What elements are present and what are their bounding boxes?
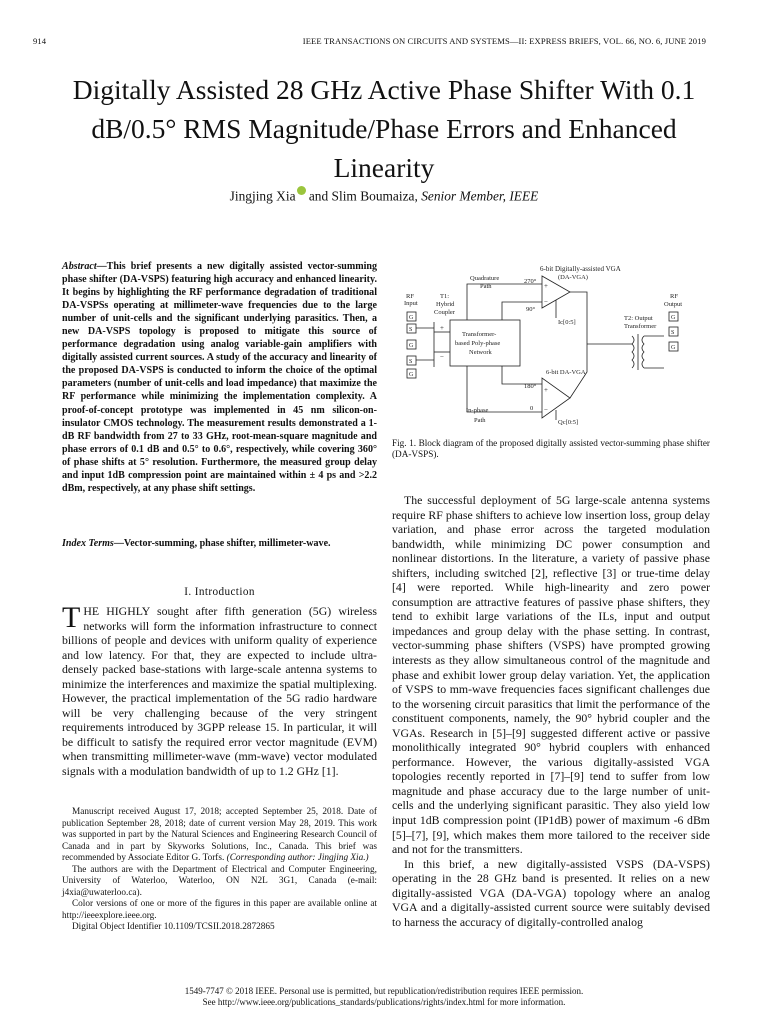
orcid-icon[interactable] [297, 186, 306, 195]
fig-pad-g3: G [409, 372, 414, 378]
fig-pad-s1: S [409, 327, 413, 333]
footnote-affiliation: The authors are with the Department of Electrical and Computer Engineering, University of Waterloo, Waterloo, ON N2L 3G1, Canada (e-mail: j4xia@uwaterloo.ca). [62, 864, 377, 898]
author-connector: and Slim Boumaiza, [305, 188, 422, 204]
fig-plus-2: + [544, 282, 548, 290]
fig-label-path2: Path [474, 417, 486, 424]
fig-plus-1: + [440, 324, 444, 332]
fig-minus-2: − [544, 298, 548, 306]
fig-label-t1a: T1: [440, 293, 450, 300]
fig-minus-3: − [544, 406, 548, 414]
fig-label-rf-out1: RF [670, 293, 678, 300]
section-heading: I. Introduction [184, 586, 255, 598]
page-number: 914 [33, 36, 47, 46]
right-column-text [392, 493, 710, 929]
fig-pad-s2: S [409, 359, 413, 365]
fig-label-0: 0 [530, 405, 534, 412]
intro-text: sought after fifth generation (5G) wireless networks will form the information infrastructure to connect billions of people and devices with uniform quality of experience and low latency. For that, they are expected to include ultra-densely packed base-stations with large-scale antenna systems to minimize the interferences and maximize the spatial multiplexing. However, the practical implementation of the 5G radio hardware will be very challenging because of the very stringent requirements introduced by 3GPP release 15. In particular, it will be difficult to satisfy the required error vector magnitude (EVM) when transmitting millimeter-wave (mm-wave) vector modulated signals with a modulation bandwidth of up to 1.2 GHz [1]. [62, 604, 377, 778]
journal-header: IEEE TRANSACTIONS ON CIRCUITS AND SYSTEMS—II: EXPRESS BRIEFS, VOL. 66, NO. 6, JUNE 2019 [302, 36, 706, 46]
fig-pad-s3: S [671, 330, 675, 336]
abstract-label: Abstract [62, 261, 97, 272]
author-line [40, 186, 728, 204]
fig-label-270: 270° [524, 278, 537, 285]
paper-title: Digitally Assisted 28 GHz Active Phase Shifter With 0.1 dB/0.5° RMS Magnitude/Phase Errors and Enhanced Linearity [72, 74, 696, 183]
fig-label-t2a: T2: Output [624, 315, 653, 322]
fig-label-qc: Qc[0:5] [558, 419, 579, 426]
author-1: Jingjing Xia [229, 188, 296, 204]
footnote [62, 807, 377, 934]
fig-label-t1c: Coupler [434, 309, 455, 316]
drop-cap: T [62, 601, 81, 634]
intro-caps: HE HIGHLY [83, 604, 150, 618]
fig-plus-3: + [544, 386, 548, 394]
fig-minus-1: − [440, 353, 444, 361]
fig-label-net1: Transformer- [462, 331, 497, 338]
fig-label-inphase: In-phase [466, 407, 489, 414]
fig-pad-g2: G [409, 343, 414, 349]
intro-paragraph [62, 601, 377, 778]
fig-label-rf-out2: Output [664, 301, 683, 308]
index-terms-label: Index Terms [62, 538, 114, 549]
fig-label-rf-in1: RF [406, 293, 414, 300]
footnote-doi: Digital Object Identifier 10.1109/TCSII.2018.2872865 [72, 922, 275, 932]
fig-label-90: 90° [526, 306, 536, 313]
fig-label-vga-bot: 6-bit DA-VGA [546, 369, 586, 376]
fig-label-quadrature: Quadrature [470, 275, 500, 282]
abstract-text: —This brief presents a new digitally assisted vector-summing phase shifter (DA-VSPS) featuring high accuracy and enhanced linearity. It begins by highlighting the RF performance degradation of traditional DA-VSPSs operating at millimeter-wave frequencies due to the large number of unit-cells and the significant underlying parasitics. Then, a new DA-VSPS topology is proposed to mitigate this source of performance degradation using analog variable-gain amplifiers with digitally assisted current sources. A study of the accuracy and linearity of the proposed DA-VSPS is conducted to inform the choice of the optimal parameters (number of unit-cells and load impedance) that maximize the RF performance while minimizing the implementation complexity. A proof-of-concept prototype was implemented in 45 nm silicon-on-insulator CMOS technology. The measurement results demonstrated a 1-dB RF bandwidth from 27 to 33 GHz, root-mean-square magnitude and phase errors of 0.1 dB and 0.5° to 0.6°, respectively, while covering 360° of phase shifts at 5° resolution. Furthermore, the measured group delay and input 1dB compression point are maintained within ± 4 ps and >2.2 dBm, respectively, at any phase shift settings. [62, 261, 377, 494]
copyright-notice [40, 986, 728, 1008]
fig-label-vga-top: 6-bit Digitally-assisted VGA [540, 265, 621, 273]
fig-label-180: 180° [524, 383, 537, 390]
abstract [62, 260, 377, 495]
fig-label-path: Path [480, 283, 492, 290]
body-paragraph-2: In this brief, a new digitally-assisted VSPS (DA-VSPS) operating in the 28 GHz band is presented. It relies on a new digitally-assisted VGA (DA-VGA) topology where an analog VGA and a digitally-assisted current source were suitably devised to harness the accuracy of digitally-controlled analog [392, 856, 710, 929]
block-diagram-figure [392, 262, 710, 430]
copyright-line-2: See http://www.ieee.org/publications_standards/publications/rights/index.html for more information. [202, 997, 566, 1007]
body-paragraph-1: The successful deployment of 5G large-scale antenna systems require RF phase shifters to achieve low insertion loss, group delay variation, and phase error across the targeted modulation bandwidth, while minimizing DC power consumption and nonlinear distortions. In the literature, a variety of passive phase shifters, including switched [2], reflective [3] or true-time delay [4] were reported. While high-linearity and zero power consumption are attractive features of passive phase shifters, they tend to exhibit large variations of the ILs, input and output impedances and group delay with the phase setting. In contrast, vector-summing phase shifters (VSPS) have prompted growing interests as they allow simultaneous control of the magnitude and phase and exhibit lower group delay variation. Yet, the application of VSPS to mm-wave frequencies faces significant challenges due to the worsening circuit parasitics that limit the performance of the constituent components, namely, the 90° hybrid coupler and the VGAs. Research in [5]–[9] suggested different active or passive monolithically integrated 90° hybrid couplers with enhanced performance. However, the various digitally-assisted VGA topologies recently reported in [7]–[9] tend to suffer from low magnitude and phase accuracy due to the large number of unit-cells and the underlying significant parasitic. They also yield low input 1dB compression point (IP1dB) power of maximum -6 dBm [5]–[7], [9], which makes them more tailored to the receiver side and not for the transmitters. [392, 493, 710, 857]
copyright-line-1: 1549-7747 © 2018 IEEE. Personal use is permitted, but republication/redistribution requires IEEE permission. [184, 986, 584, 996]
fig-pad-g1: G [409, 315, 414, 321]
footnote-received: Manuscript received August 17, 2018; accepted September 25, 2018. Date of publication September 28, 2018; date of current version May 28, 2019. This work was supported in part by the Natural Sciences and Engineering Research Council of Canada and in part by Skyworks Solutions, Inc., Canada. This brief was recommended by Associate Editor G. Torfs. (Corresponding author: Jingjing Xia.) [62, 807, 377, 863]
fig-label-vga-top2: (DA-VGA) [558, 274, 588, 281]
fig-label-net2: based Poly-phase [455, 340, 501, 347]
index-terms [62, 538, 377, 549]
fig-label-rf-in2: Input [404, 300, 418, 307]
index-terms-text: —Vector-summing, phase shifter, millimeter-wave. [113, 538, 331, 549]
fig-label-t2b: Transformer [624, 323, 657, 330]
author-2-role: Senior Member, IEEE [421, 188, 539, 204]
fig-pad-g5: G [671, 345, 676, 351]
fig-label-net3: Network [469, 349, 492, 356]
figure-caption: Fig. 1. Block diagram of the proposed digitally assisted vector-summing phase shifter (DA-VSPS). [392, 438, 710, 460]
fig-pad-g4: G [671, 315, 676, 321]
footnote-color: Color versions of one or more of the figures in this paper are available online at http://ieeexplore.ieee.org. [62, 899, 377, 921]
fig-label-t1b: Hybrid [436, 301, 455, 308]
fig-label-ic: Ic[0:5] [558, 319, 576, 326]
